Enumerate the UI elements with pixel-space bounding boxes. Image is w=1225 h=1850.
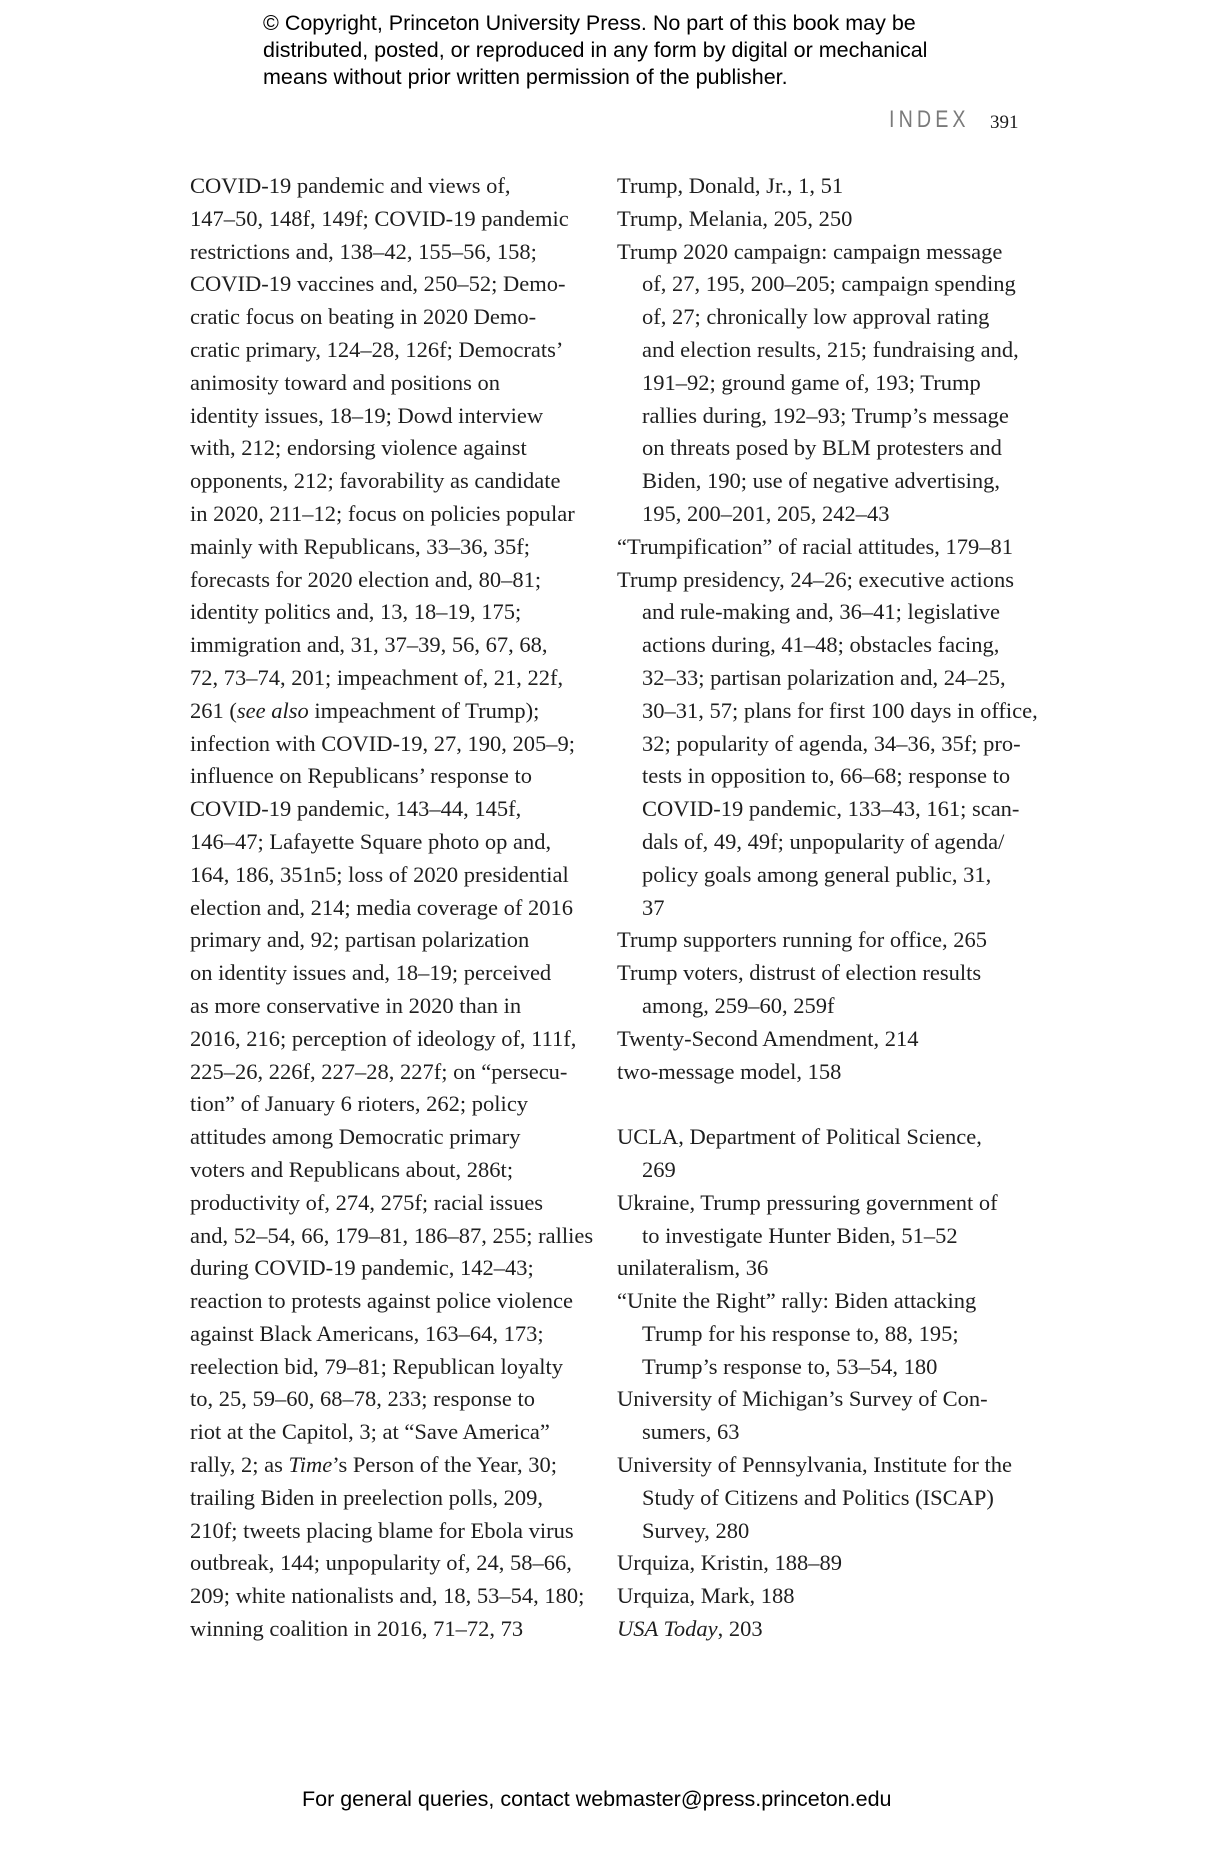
entry-heading: University of Michigan’s Survey of Con- [617,1386,988,1412]
index-line: infection with COVID-19, 27, 190, 205–9; [190,730,575,756]
index-line: on identity issues and, 18–19; perceived [190,960,552,986]
entry-subline: 32–33; partisan polarization and, 24–25, [642,664,1006,690]
index-line: election and, 214; media coverage of 2016 [190,894,573,920]
index-line: productivity of, 274, 275f; racial issues [190,1189,544,1215]
entry-heading: Ukraine, Trump pressuring government of [617,1189,998,1215]
index-column-left [190,170,594,1646]
line-text: impeachment of Trump); [308,697,540,723]
index-entry [617,1383,1037,1449]
entry-subline: Study of Citizens and Politics (ISCAP) [642,1484,994,1510]
entry-subline: COVID-19 pandemic, 133–43, 161; scan- [642,796,1020,822]
entry-subline: tests in opposition to, 66–68; response to [642,763,1011,789]
publication-title: Time [288,1452,333,1478]
index-entry [617,1121,1037,1187]
index-line: 72, 73–74, 201; impeachment of, 21, 22f, [190,664,564,690]
index-line: identity issues, 18–19; Dowd interview [190,402,544,428]
footer-contact: For general queries, contact webmaster@press.princeton.edu [302,1787,892,1811]
entry-subline: of, 27, 195, 200–205; campaign spending [642,271,1016,297]
index-line: in 2020, 211–12; focus on policies popular [190,500,575,526]
entry-heading: unilateralism, 36 [617,1255,769,1281]
entry-subline: and rule-making and, 36–41; legislative [642,599,1001,625]
entry-subline: rallies during, 192–93; Trump’s message [642,402,1009,428]
index-column-right [617,170,1037,1646]
entry-subline: Trump’s response to, 53–54, 180 [642,1353,938,1379]
index-entry [617,1449,1037,1547]
index-line: 147–50, 148f, 149f; COVID-19 pandemic [190,205,569,231]
index-entry [617,236,1037,531]
index-line: 146–47; Lafayette Square photo op and, [190,828,552,854]
line-text: , 203 [717,1616,763,1642]
entry-subline: 191–92; ground game of, 193; Trump [642,369,981,395]
index-line: forecasts for 2020 election and, 80–81; [190,566,542,592]
copyright-line: © Copyright, Princeton University Press. No part of this book may be [263,11,916,35]
index-line: primary and, 92; partisan polarization [190,927,530,953]
index-entry [617,1252,1037,1285]
index-entry [617,203,1037,236]
entry-subline: dals of, 49, 49f; unpopularity of agenda/ [642,828,1005,854]
index-line: reaction to protests against police violence [190,1288,573,1314]
index-entry [617,1613,1037,1646]
index-line: during COVID-19 pandemic, 142–43; [190,1255,534,1281]
letter-group-gap [617,1088,1037,1121]
copyright-notice [263,10,1023,91]
index-entry [617,1580,1037,1613]
entry-subline: of, 27; chronically low approval rating [642,304,990,330]
index-line: with, 212; endorsing violence against [190,435,527,461]
index-line: immigration and, 31, 37–39, 56, 67, 68, [190,632,548,658]
line-text: 261 ( [190,697,237,723]
index-line: 209; white nationalists and, 18, 53–54, 180; [190,1583,585,1609]
index-entry [617,1187,1037,1253]
index-line: attitudes among Democratic primary [190,1124,521,1150]
index-line: 2016, 216; perception of ideology of, 111f, [190,1025,577,1051]
see-also-cross-reference: see also [236,697,309,723]
index-line: COVID-19 vaccines and, 250–52; Demo- [190,271,566,297]
index-line-time [190,1449,590,1482]
entry-subline: Biden, 190; use of negative advertising, [642,468,1001,494]
index-line: COVID-19 pandemic and views of, [190,173,511,198]
index-line: voters and Republicans about, 286t; [190,1156,514,1182]
index-entry [617,1023,1037,1056]
entry-heading: Trump 2020 campaign: campaign message [617,238,1003,264]
page-number: 391 [990,112,1019,133]
section-label: INDEX [889,106,970,133]
index-line: identity politics and, 13, 18–19, 175; [190,599,522,625]
entry-subline: among, 259–60, 259f [642,992,835,1018]
entry-subline: Survey, 280 [642,1517,750,1543]
running-head [0,104,1225,134]
index-line: 225–26, 226f, 227–28, 227f; on “persecu- [190,1058,568,1084]
index-entry [617,170,1037,203]
entry-subline: actions during, 41–48; obstacles facing, [642,632,1000,658]
entry-subline: 32; popularity of agenda, 34–36, 35f; pro- [642,730,1021,756]
entry-heading: two-message model, 158 [617,1058,842,1084]
entry-heading: Trump supporters running for office, 265 [617,927,987,953]
index-line: 210f; tweets placing blame for Ebola virus [190,1517,574,1543]
index-line: outbreak, 144; unpopularity of, 24, 58–66, [190,1550,572,1576]
index-entry [617,957,1037,1023]
entry-subline: 37 [642,894,665,920]
entry-heading: Urquiza, Kristin, 188–89 [617,1550,842,1576]
index-line: influence on Republicans’ response to [190,763,532,789]
entry-heading: UCLA, Department of Political Science, [617,1124,982,1150]
index-line: and, 52–54, 66, 179–81, 186–87, 255; rallies [190,1222,594,1248]
index-line: 164, 186, 351n5; loss of 2020 presidential [190,861,569,887]
index-line: animosity toward and positions on [190,369,500,395]
entry-heading: Urquiza, Mark, 188 [617,1583,795,1609]
entry-subline: to investigate Hunter Biden, 51–52 [642,1222,958,1248]
index-line: cratic focus on beating in 2020 Demo- [190,304,537,330]
publication-title: USA Today [617,1616,718,1642]
index-line: reelection bid, 79–81; Republican loyalty [190,1353,564,1379]
index-line: mainly with Republicans, 33–36, 35f; [190,533,530,559]
entry-subline: 30–31, 57; plans for first 100 days in office, [642,697,1038,723]
index-line: cratic primary, 124–28, 126f; Democrats’ [190,336,564,362]
entry-heading [617,1613,1037,1646]
entry-subline: 269 [642,1156,676,1182]
entry-heading: University of Pennsylvania, Institute for the [617,1452,1012,1478]
entry-subline: and election results, 215; fundraising and, [642,336,1019,362]
index-line: trailing Biden in preelection polls, 209, [190,1484,544,1510]
index-line: COVID-19 pandemic, 143–44, 145f, [190,796,522,822]
index-entry [617,531,1037,564]
entry-subline: on threats posed by BLM protesters and [642,435,1002,461]
entry-heading: Trump, Melania, 205, 250 [617,205,853,231]
index-entry [617,1547,1037,1580]
entry-heading: Twenty-Second Amendment, 214 [617,1025,919,1051]
entry-heading: “Unite the Right” rally: Biden attacking [617,1288,977,1314]
index-line: to, 25, 59–60, 68–78, 233; response to [190,1386,535,1412]
index-entry [617,1056,1037,1089]
index-line: as more conservative in 2020 than in [190,992,522,1018]
index-line: against Black Americans, 163–64, 173; [190,1320,544,1346]
entry-heading: Trump, Donald, Jr., 1, 51 [617,173,844,198]
entry-subline: sumers, 63 [642,1419,740,1445]
entry-heading: Trump presidency, 24–26; executive actions [617,566,1015,592]
index-line: opponents, 212; favorability as candidate [190,468,561,494]
index-line-see-also [190,695,590,728]
line-text: rally, 2; as [190,1452,289,1478]
index-line: riot at the Capitol, 3; at “Save America” [190,1419,550,1445]
entry-heading: Trump voters, distrust of election results [617,960,982,986]
index-line: restrictions and, 138–42, 155–56, 158; [190,238,537,264]
index-entry [617,1285,1037,1383]
index-entry [617,924,1037,957]
line-text: ’s Person of the Year, 30; [332,1452,557,1478]
index-line: tion” of January 6 rioters, 262; policy [190,1091,529,1117]
copyright-line: distributed, posted, or reproduced in any form by digital or mechanical [263,38,928,62]
copyright-line: means without prior written permission of the publisher. [263,65,788,89]
entry-subline: Trump for his response to, 88, 195; [642,1320,959,1346]
entry-heading: “Trumpification” of racial attitudes, 179–81 [617,533,1013,559]
index-entry [617,564,1037,925]
index-line: winning coalition in 2016, 71–72, 73 [190,1616,524,1642]
entry-subline: 195, 200–201, 205, 242–43 [642,500,890,526]
entry-subline: policy goals among general public, 31, [642,861,992,887]
